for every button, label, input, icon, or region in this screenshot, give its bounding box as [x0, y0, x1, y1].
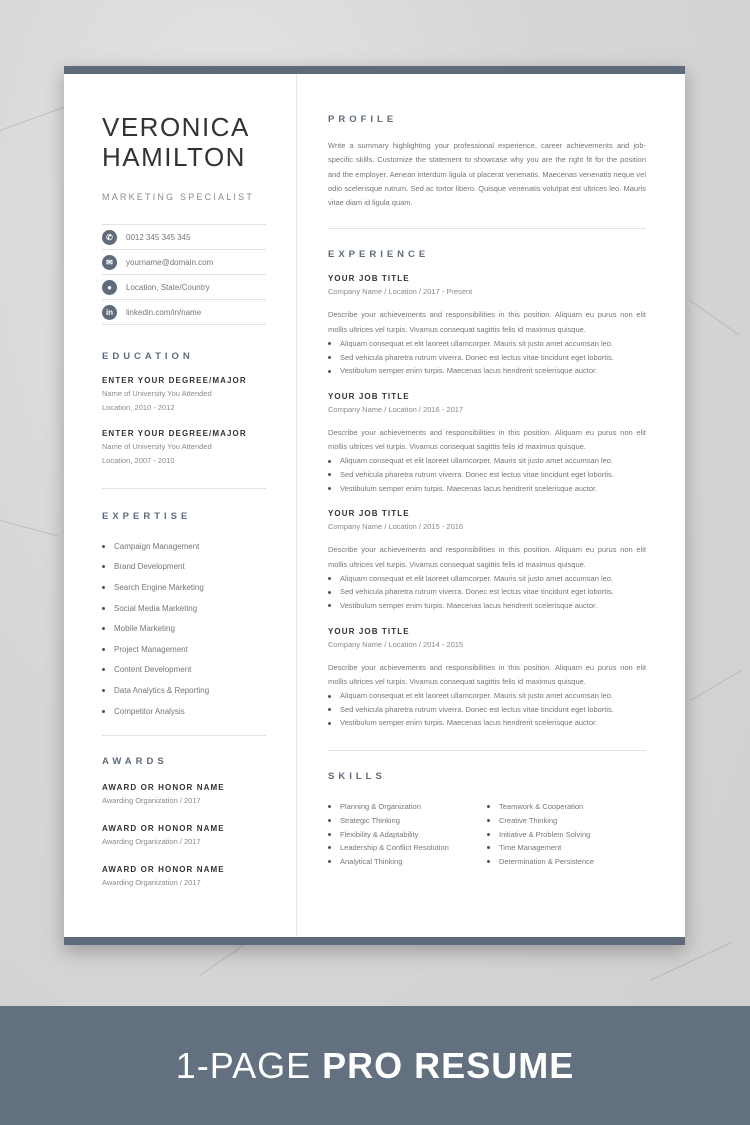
profile-section: [328, 114, 646, 210]
bullet-icon: [328, 833, 331, 836]
bullet-text: Sed vehicula pharetra rutrum viverra. Donec est lectus vitae tincidunt eget lobortis.: [340, 352, 614, 362]
job-title: YOUR JOB TITLE: [328, 509, 410, 519]
award-name: AWARD OR HONOR NAME: [102, 865, 225, 875]
expertise-section: [102, 511, 266, 721]
list-item: [487, 855, 646, 869]
bullet-text: Aliquam consequat et elit laoreet ullamcorper. Mauris sit justo amet accumsan leo.: [340, 691, 614, 701]
contact-phone: [102, 225, 266, 250]
marble-vein: [0, 106, 66, 131]
list-item: [328, 800, 487, 814]
bullet-text: Vestibulum semper enim turpis. Maecenas lacus hendrerit scelerisque auctor.: [340, 366, 598, 376]
list-item: [328, 703, 646, 717]
last-name: HAMILTON: [102, 142, 246, 172]
list-item: [102, 618, 266, 639]
job-meta: Company Name / Location / 2017 - Present: [328, 287, 473, 297]
bullet-icon: [328, 604, 331, 607]
awards-title: AWARDS: [102, 756, 168, 768]
skill-text: Leadership & Conflict Resolution: [340, 843, 449, 853]
job-bullets: [328, 454, 646, 495]
bullet-icon: [487, 846, 490, 849]
bullet-icon: [487, 819, 490, 822]
job-bullets: [328, 689, 646, 730]
job-description: Describe your achievements and responsibilities in this position. Aliquam eu purus non elit mollis ultrices vel turpis. Vivamus consequat sagittis felis id maximus quisque.: [328, 662, 646, 686]
list-item: [328, 599, 646, 613]
bullet-icon: [328, 473, 331, 476]
email-icon: ✉: [102, 255, 117, 270]
job-role: MARKETING SPECIALIST: [102, 192, 255, 202]
banner-title-light: 1-PAGE: [175, 1044, 323, 1086]
experience-section: [328, 249, 646, 730]
school-location: Location, 2010 - 2012: [102, 403, 175, 412]
location-text: Location, State/Country: [126, 282, 210, 292]
bullet-text: Vestibulum semper enim turpis. Maecenas lacus hendrerit scelerisque auctor.: [340, 483, 598, 493]
job-title: YOUR JOB TITLE: [328, 391, 410, 401]
marble-vein: [690, 670, 742, 701]
list-item: [328, 716, 646, 730]
list-item: [102, 701, 266, 722]
bullet-text: Vestibulum semper enim turpis. Maecenas lacus hendrerit scelerisque auctor.: [340, 718, 598, 728]
skill-text: Flexibility & Adaptability: [340, 829, 419, 839]
skill-text: Time Management: [499, 843, 562, 853]
linkedin-icon: in: [102, 305, 117, 320]
bullet-icon: [328, 342, 331, 345]
bullet-icon: [328, 591, 331, 594]
contact-location: [102, 275, 266, 300]
bullet-icon: [102, 607, 105, 610]
top-accent-bar: [64, 66, 685, 74]
list-item: [328, 351, 646, 365]
job-description: Describe your achievements and responsibilities in this position. Aliquam eu purus non elit mollis ultrices vel turpis. Vivamus consequat sagittis felis id maximus quisque.: [328, 545, 646, 569]
bullet-text: Sed vehicula pharetra rutrum viverra. Donec est lectus vitae tincidunt eget lobortis.: [340, 470, 614, 480]
divider: [328, 750, 646, 751]
education-item: [102, 429, 266, 468]
list-item: [328, 827, 487, 841]
job-meta: Company Name / Location / 2015 - 2016: [328, 522, 464, 532]
list-item: [102, 536, 266, 557]
contact-email: [102, 250, 266, 275]
job-bullets: [328, 572, 646, 613]
contact-list: [102, 224, 266, 325]
education-item: [102, 376, 266, 415]
bullet-icon: [328, 370, 331, 373]
email-text: yourname@domain.com: [126, 257, 214, 267]
award-item: [102, 824, 266, 849]
bullet-icon: [328, 860, 331, 863]
bullet-icon: [328, 356, 331, 359]
phone-icon: ✆: [102, 230, 117, 245]
list-item: [328, 337, 646, 351]
school: Name of University You Attended: [102, 442, 212, 451]
bullet-icon: [328, 805, 331, 808]
list-item: [328, 855, 487, 869]
bullet-icon: [328, 722, 331, 725]
job-entry: [328, 274, 646, 377]
list-item: [487, 814, 646, 828]
education-title: EDUCATION: [102, 351, 194, 362]
linkedin-text: linkedin.com/in/name: [126, 307, 202, 317]
skills-column-1: [328, 800, 487, 868]
location-icon: ●: [102, 280, 117, 295]
expertise-list: [102, 536, 266, 721]
list-item: [102, 557, 266, 578]
list-item: [102, 598, 266, 619]
list-item: [328, 814, 487, 828]
candidate-name: [102, 112, 266, 172]
school: Name of University You Attended: [102, 389, 212, 398]
bullet-icon: [487, 833, 490, 836]
bullet-icon: [328, 487, 331, 490]
skill-text: Analytical Thinking: [340, 857, 403, 867]
list-item: [487, 800, 646, 814]
list-item: [328, 468, 646, 482]
skill-text: Creative Thinking: [499, 816, 558, 826]
job-title: YOUR JOB TITLE: [328, 626, 410, 636]
banner-title: [176, 1045, 574, 1087]
bullet-icon: [102, 565, 105, 568]
degree: ENTER YOUR DEGREE/MAJOR: [102, 376, 247, 385]
bullet-icon: [102, 648, 105, 651]
bullet-icon: [102, 710, 105, 713]
expertise-text: Content Development: [114, 665, 192, 675]
promo-banner: [0, 1006, 750, 1125]
skill-text: Strategic Thinking: [340, 816, 400, 826]
experience-title: EXPERIENCE: [328, 249, 430, 261]
contact-linkedin: [102, 300, 266, 325]
column-divider: [296, 74, 297, 937]
skill-text: Determination & Persistence: [499, 857, 595, 867]
list-item: [328, 364, 646, 378]
bullet-icon: [487, 860, 490, 863]
bullet-text: Sed vehicula pharetra rutrum viverra. Donec est lectus vitae tincidunt eget lobortis.: [340, 587, 614, 597]
award-org: Awarding Organization / 2017: [102, 837, 201, 847]
list-item: [328, 454, 646, 468]
bullet-icon: [328, 846, 331, 849]
list-item: [328, 482, 646, 496]
expertise-text: Competitor Analysis: [114, 706, 185, 716]
award-org: Awarding Organization / 2017: [102, 878, 201, 888]
education-section: [102, 351, 266, 468]
profile-text: Write a summary highlighting your professional experience, career achievements and job-specific skills. Customize the statement to showcase why you are the right fit for the position and the employer. Aenean interdum ligula ut placerat venenatis. Maecenas venenatis neque vel odio scelerisque rutrum. Sed ac tortor libero. Quisque venenatis volutpat est ultrices leo. Mauris vitae diam id ligula quam.: [328, 141, 646, 208]
bullet-icon: [328, 577, 331, 580]
banner-title-bold: PRO RESUME: [322, 1044, 575, 1086]
divider: [102, 488, 266, 489]
bullet-text: Vestibulum semper enim turpis. Maecenas lacus hendrerit scelerisque auctor.: [340, 601, 598, 611]
job-entry: [328, 627, 646, 730]
skill-text: Planning & Organization: [340, 802, 421, 812]
expertise-text: Social Media Marketing: [114, 603, 198, 613]
job-meta: Company Name / Location / 2014 - 2015: [328, 639, 464, 649]
list-item: [102, 639, 266, 660]
bottom-accent-bar: [64, 937, 685, 945]
skill-text: Initiative & Problem Solving: [499, 829, 591, 839]
awards-section: [102, 756, 266, 890]
expertise-text: Project Management: [114, 644, 188, 654]
list-item: [102, 577, 266, 598]
award-name: AWARD OR HONOR NAME: [102, 824, 225, 834]
list-item: [487, 827, 646, 841]
phone-text: 0012 345 345 345: [126, 232, 191, 242]
profile-title: PROFILE: [328, 114, 398, 125]
job-title: YOUR JOB TITLE: [328, 274, 410, 284]
expertise-text: Data Analytics & Reporting: [114, 685, 210, 695]
school-location: Location, 2007 - 2010: [102, 456, 175, 465]
right-column: [328, 74, 646, 868]
list-item: [328, 689, 646, 703]
bullet-icon: [102, 689, 105, 692]
list-item: [102, 680, 266, 701]
list-item: [102, 660, 266, 681]
list-item: [328, 585, 646, 599]
job-description: Describe your achievements and responsibilities in this position. Aliquam eu purus non elit mollis ultrices vel turpis. Vivamus consequat sagittis felis id maximus quisque.: [328, 310, 646, 334]
award-name: AWARD OR HONOR NAME: [102, 783, 225, 793]
marble-vein: [690, 300, 740, 335]
left-column: [102, 74, 266, 890]
skills-title: SKILLS: [328, 770, 386, 782]
first-name: VERONICA: [102, 112, 250, 142]
bullet-icon: [102, 545, 105, 548]
job-meta: Company Name / Location / 2016 - 2017: [328, 404, 464, 414]
resume-page: [64, 66, 685, 945]
bullet-icon: [328, 695, 331, 698]
job-bullets: [328, 337, 646, 378]
bullet-text: Aliquam consequat et elit laoreet ullamcorper. Mauris sit justo amet accumsan leo.: [340, 456, 614, 466]
skills-columns: [328, 800, 646, 868]
expertise-text: Mobile Marketing: [114, 624, 175, 634]
expertise-text: Brand Development: [114, 562, 185, 572]
bullet-icon: [102, 668, 105, 671]
bullet-icon: [102, 627, 105, 630]
list-item: [328, 572, 646, 586]
job-description: Describe your achievements and responsibilities in this position. Aliquam eu purus non elit mollis ultrices vel turpis. Vivamus consequat sagittis felis id maximus quisque.: [328, 427, 646, 452]
bullet-icon: [102, 586, 105, 589]
job-entry: [328, 509, 646, 612]
expertise-title: EXPERTISE: [102, 511, 192, 522]
list-item: [328, 841, 487, 855]
bullet-icon: [328, 819, 331, 822]
bullet-text: Sed vehicula pharetra rutrum viverra. Donec est lectus vitae tincidunt eget lobortis.: [340, 704, 614, 714]
degree: ENTER YOUR DEGREE/MAJOR: [102, 429, 247, 438]
expertise-text: Search Engine Marketing: [114, 582, 204, 592]
divider: [328, 228, 646, 229]
bullet-icon: [328, 708, 331, 711]
marble-vein: [650, 942, 732, 981]
bullet-text: Aliquam consequat et elit laoreet ullamcorper. Mauris sit justo amet accumsan leo.: [340, 339, 614, 349]
award-org: Awarding Organization / 2017: [102, 796, 201, 806]
job-entry: [328, 392, 646, 495]
divider: [102, 735, 266, 736]
bullet-icon: [487, 805, 490, 808]
skills-column-2: [487, 800, 646, 868]
bullet-text: Aliquam consequat et elit laoreet ullamcorper. Mauris sit justo amet accumsan leo.: [340, 573, 614, 583]
expertise-text: Campaign Management: [114, 541, 200, 551]
award-item: [102, 865, 266, 890]
list-item: [487, 841, 646, 855]
bullet-icon: [328, 460, 331, 463]
award-item: [102, 783, 266, 808]
skill-text: Teamwork & Cooperation: [499, 802, 584, 812]
skills-section: [328, 771, 646, 868]
marble-vein: [0, 520, 58, 536]
